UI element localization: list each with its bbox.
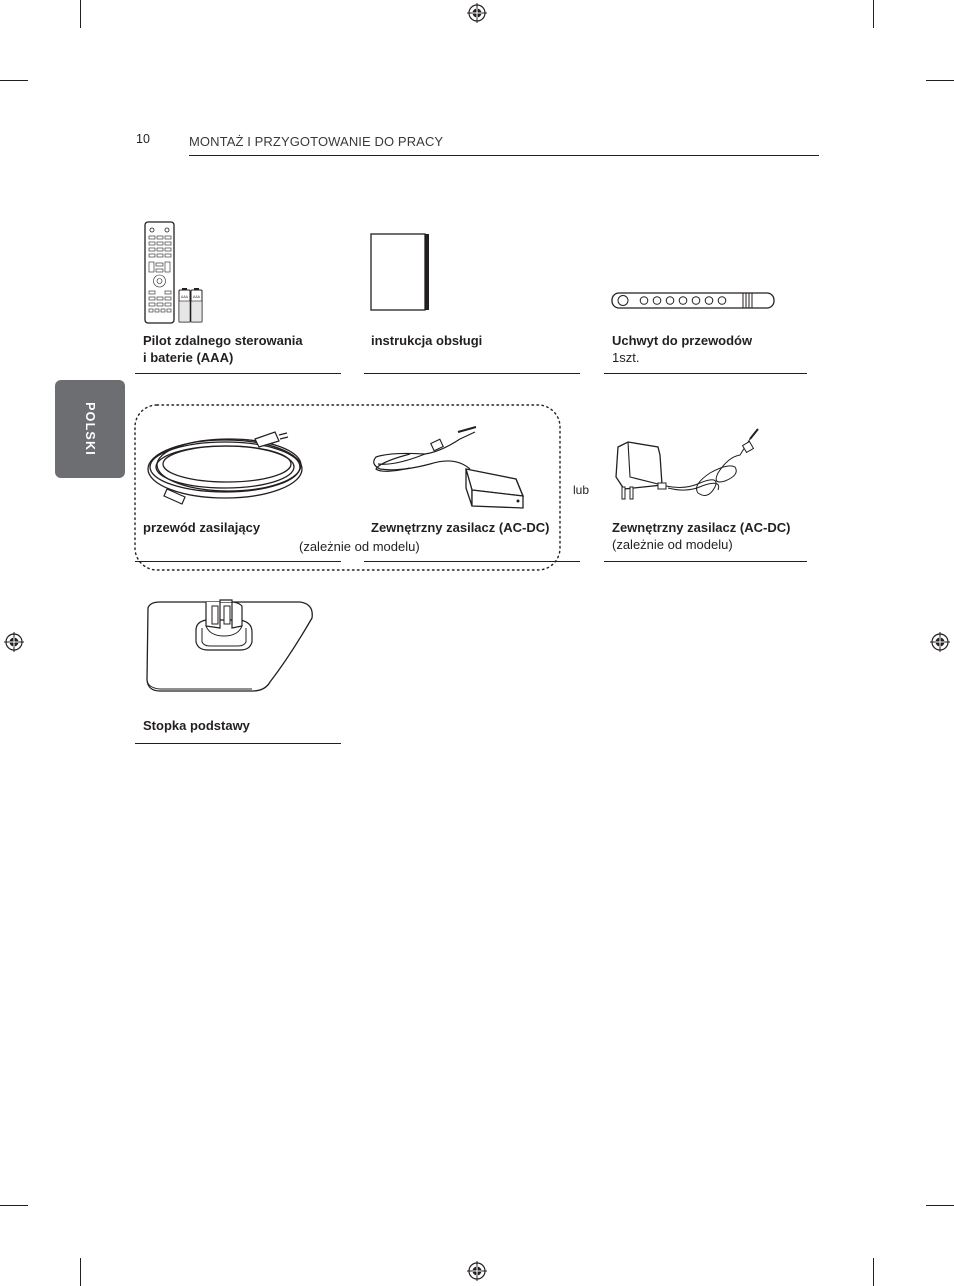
crop-mark <box>80 1258 81 1286</box>
item-rule <box>135 743 341 744</box>
stand-base-icon <box>140 596 320 696</box>
item-name: Pilot zdalnego sterowania <box>143 333 303 348</box>
crop-mark <box>80 0 81 28</box>
registration-mark-icon <box>4 632 24 652</box>
item-rule <box>604 561 807 562</box>
item-name: Zewnętrzny zasilacz (AC-DC) <box>371 520 550 535</box>
page-number: 10 <box>136 132 150 146</box>
or-label: lub <box>573 483 590 497</box>
crop-mark <box>0 1205 28 1206</box>
item-name: przewód zasilający <box>143 520 261 535</box>
language-tab-label: POLSKI <box>83 402 97 456</box>
battery-label: AAA <box>192 295 201 299</box>
crop-mark <box>0 80 28 81</box>
registration-mark-icon <box>467 3 487 23</box>
item-stand-label <box>143 718 333 735</box>
remote-control-icon <box>144 221 176 325</box>
manual-book-icon <box>370 232 432 312</box>
wall-adapter-icon <box>610 425 770 510</box>
crop-mark <box>926 1205 954 1206</box>
registration-mark-icon <box>930 632 950 652</box>
item-name-line2: i baterie (AAA) <box>143 349 234 365</box>
crop-mark <box>926 80 954 81</box>
crop-mark <box>873 0 874 28</box>
battery-icon <box>178 287 204 323</box>
item-adapter-label <box>371 520 566 537</box>
item-wall-adapter-label <box>612 520 807 553</box>
item-remote-label <box>143 333 338 366</box>
registration-mark-icon <box>467 1261 487 1281</box>
item-manual-label <box>371 333 571 350</box>
section-title: MONTAŻ I PRZYGOTOWANIE DO PRACY <box>189 134 444 149</box>
crop-mark <box>873 1258 874 1286</box>
item-rule <box>604 373 807 374</box>
item-rule <box>364 561 580 562</box>
item-power-cord-label <box>143 520 333 537</box>
item-name: Zewnętrzny zasilacz (AC-DC) <box>612 520 791 535</box>
item-rule <box>135 561 341 562</box>
power-cord-icon <box>145 425 315 505</box>
language-tab <box>55 380 125 478</box>
item-name: Uchwyt do przewodów <box>612 333 753 348</box>
item-cable-holder-label <box>612 333 802 366</box>
group-note: (zależnie od modelu) <box>299 539 420 554</box>
header-rule <box>189 155 819 156</box>
battery-label: AAA <box>180 295 189 299</box>
ac-dc-adapter-icon <box>370 424 530 509</box>
item-name: Stopka podstawy <box>143 718 250 733</box>
item-rule <box>135 373 341 374</box>
item-note: (zależnie od modelu) <box>612 536 733 552</box>
cable-holder-icon <box>611 291 776 311</box>
item-note: 1szt. <box>612 349 640 365</box>
item-name: instrukcja obsługi <box>371 333 483 348</box>
item-rule <box>364 373 580 374</box>
